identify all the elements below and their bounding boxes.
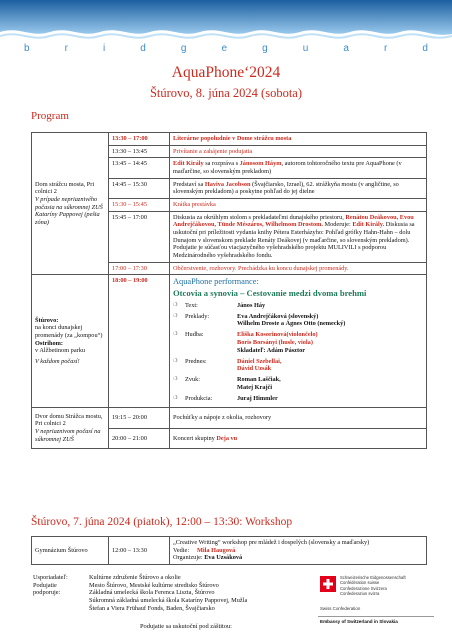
performance-heading: AquaPhone performance: [173, 277, 259, 287]
text-fragment: Predstaví sa [173, 180, 204, 188]
credit-line: Dávid Uzsák [237, 365, 272, 373]
program-table [31, 132, 427, 449]
credit-line: Juraj Himmler [237, 395, 278, 403]
swiss-confederation: Swiss Confederation [320, 606, 361, 611]
text-fragment: sa rozpráva s [205, 160, 239, 168]
confederation-line: Confederazione Svizzera [340, 585, 387, 591]
logo-letter: r [383, 43, 388, 54]
credit-line: Roman Laščiak, [237, 376, 281, 384]
venue-desc: na konci dunajskej promenády (za „kompou“) [35, 324, 103, 339]
venue-note: V prípade nepriaznivého počasia na súkromnej ZUŠ Kataríny Pappovej (pešia zóna) [35, 196, 103, 227]
table-row [32, 275, 427, 407]
credit-line: Boris Borsányi (husle, viola) [237, 339, 313, 346]
logo-letter: a [343, 43, 349, 54]
time-cell: 19:15 – 20:00 [109, 407, 170, 428]
venue-cell [32, 407, 109, 448]
person-names: Renátou Deákovou, Evou Andrejčákovou, Tünde Mészáros, Wilhelmom Drostom. [173, 213, 414, 229]
credit-value [237, 395, 423, 403]
item-text [170, 158, 427, 178]
confederation-names [340, 575, 406, 597]
swiss-flag-icon [320, 576, 336, 592]
embassy-name: Embassy of Switzerland in Slovakia [320, 619, 398, 624]
event-date: Štúrovo, 8. júna 2024 (sobota) [149, 86, 303, 100]
logo-letter: u [302, 43, 309, 54]
item-text: Krátka prestávka [170, 199, 427, 212]
time-cell: 15:30 – 15:45 [109, 199, 170, 212]
event-title: AquaPhone‘2024 [171, 64, 281, 81]
credit-value [237, 358, 423, 373]
bullet-icon: ❍ [173, 302, 178, 308]
credit-row [173, 358, 423, 373]
wave-decoration [0, 0, 452, 44]
bullet-icon: ❍ [173, 377, 178, 383]
time-cell: 20:00 – 21:00 [109, 428, 170, 449]
logo-letter: d [140, 43, 146, 54]
patronage-note: Podujatie sa uskutoční pod záštitou: [140, 623, 232, 630]
credit-line: János Háy [237, 301, 266, 309]
supporters-label: Podujatie podporuje: [33, 581, 61, 597]
venue-cell [32, 133, 109, 275]
credit-line: Dániel Szebellai, [237, 357, 282, 365]
item-text [170, 428, 427, 449]
venue-name: Dom strážcu mosta, Pri colnici 2 [35, 180, 95, 196]
credit-value [237, 376, 423, 391]
time-cell: 15:45 – 17:00 [109, 211, 170, 262]
table-row [32, 133, 427, 146]
org-label: Organizuje: [173, 554, 203, 562]
credit-row [173, 395, 423, 403]
time-cell: 13:30 – 13:45 [109, 145, 170, 158]
swiss-embassy-logo [318, 575, 438, 637]
venue-name: Štúrovo: [35, 316, 59, 324]
credit-line: Eva Andrejčáková (slovenský) [237, 312, 319, 320]
credit-value [237, 313, 423, 328]
item-text: Privítanie a zahájenie podujatia [170, 145, 427, 158]
logo-letter: e [221, 43, 228, 54]
text-fragment: (Švajčiarsko, Izrael), 62. strážkyňa mostu (v angličtine, so slovenským prekladom) a poskytne pohľad do jej dielne [173, 180, 399, 196]
item-text [170, 211, 427, 262]
program-heading: Program [31, 110, 69, 122]
workshop-time: 12:00 – 13:30 [109, 537, 170, 565]
credit-line: Eliška Kosorinová(violončelo) [237, 331, 318, 339]
logo-letter: b [24, 43, 30, 54]
credit-value [237, 331, 423, 354]
person-name: Edit Király [173, 160, 204, 168]
time-cell: 14:45 – 15:30 [109, 178, 170, 198]
workshop-desc-cell [170, 537, 427, 565]
text-fragment: Diskusia sa uskutoční pri príležitosti vydania knihy Pétera Esterházyho: Pohľad grófky Hahn-Hahn – dolu Dunajom v slovenskom preklade Renáty Deákovej (v maďarčine, so slovenským prekladom). Podujatie je súčasťou viacjazyčného vyšehradského projektu MULIVILI s podporou Medzinárodného vyšehradského fondu. [173, 221, 415, 260]
venue-alt-desc: v Alžbetinom parku [35, 347, 86, 355]
credit-label: Text: [185, 301, 198, 309]
person-name: Haviva Jacobson [204, 180, 251, 188]
lead-name: Mila Haugová [196, 546, 236, 554]
credit-label: Hudba: [185, 331, 204, 339]
performance-title: Otcovia a synovia – Cestovanie medzi dvoma brehmi [173, 287, 367, 298]
credit-line: Matej Krajči [237, 384, 273, 392]
credit-label: Zvuk: [185, 376, 201, 384]
band-name: Deja vu [216, 434, 238, 442]
supporter-item: Štefan a Viera Frühauf Fonds, Baden, Švajčiarsko [89, 604, 215, 612]
credit-label: Produkcia: [185, 395, 213, 403]
bullet-icon: ❍ [173, 313, 178, 319]
credit-line: Wilhelm Droste a Ágnes Otto (nemecký) [237, 320, 346, 328]
lead-label: Vedie: [173, 546, 190, 554]
supporter-item: Mesto Štúrovo, Mestské kultúrne stredisko Štúrovo [89, 581, 219, 589]
item-text: Pochúťky a nápoje z okolia, rozhovory [170, 407, 427, 428]
item-text: Občerstvenie, rozhovory. Prechádzka ku koncu dunajskej promenády. [170, 262, 427, 275]
bullet-icon: ❍ [173, 396, 178, 402]
workshop-lead [173, 547, 423, 555]
credit-line: Skladateľ: Adám Pásztor [237, 346, 306, 354]
text-fragment: Moderuje: [324, 221, 351, 229]
org-name: Eva Uzsáková [204, 554, 243, 562]
moderator-name: Edit Király. [352, 221, 385, 229]
venue-cell [32, 275, 109, 407]
time-cell: 13:45 – 14:45 [109, 158, 170, 178]
confederation-line: Confédération suisse [340, 580, 380, 586]
credit-row [173, 331, 423, 354]
text-fragment: Koncert skupiny [173, 434, 215, 442]
workshop-org [173, 554, 423, 562]
table-row [32, 407, 427, 428]
logo-letter: r [64, 43, 68, 54]
supporter-item: Základná umelecká škola Ferenca Liszta, Štúrovo [89, 589, 215, 597]
time-cell: 13:30 – 17:00 [109, 133, 170, 146]
text-fragment: Diskusia za okrúhlym stolom s prekladateľmi dunajského priestoru, [173, 213, 344, 221]
logo-letter: i [103, 43, 106, 54]
venue-note: V nepriaznivom počasí na súkromnej ZUŠ [35, 428, 101, 443]
confederation-line: Schweizerische Eidgenossenschaft [340, 575, 406, 580]
logo-letter: g [262, 43, 268, 54]
venue-note: V každom počasí! [35, 357, 80, 365]
table-row [32, 537, 427, 565]
logo-letter: g [180, 43, 187, 54]
organizer-name: Kultúrne združenie Štúrovo a okolie [89, 574, 181, 581]
workshop-desc: „Creative Writing“ workshop pre mládež i dospelých (slovensky a maďarsky) [173, 539, 370, 546]
session-title: Literárne popoludnie v Dome strážcu mosta [170, 133, 427, 146]
credit-row [173, 376, 423, 391]
performance-credits [173, 302, 423, 403]
venue-alt-name: Ostrihom: [35, 339, 63, 347]
logo-wordmark [24, 43, 428, 55]
credit-row [173, 302, 423, 310]
bullet-icon: ❍ [173, 332, 178, 338]
text-fragment: , autorom tohtoročného textu pre AquaPhone (v maďarčine, so slovenským prekladom) [173, 160, 402, 176]
credit-label: Prednes: [185, 357, 207, 365]
performance-cell [170, 275, 427, 407]
venue-name: Dvor domu Strážca mostu, Pri colnici 2 [35, 412, 103, 428]
credit-value [237, 302, 423, 310]
credit-row [173, 313, 423, 328]
organizer-label: Usporiadateľ: [33, 574, 68, 581]
workshop-table [31, 536, 427, 565]
logo-letter: d [422, 43, 428, 54]
time-cell: 17:00 – 17:30 [109, 262, 170, 275]
bullet-icon: ❍ [173, 358, 178, 364]
confederation-line: Confederaziun svizra [340, 591, 380, 597]
workshop-venue: Gymnázium Štúrovo [32, 537, 109, 565]
time-cell: 18:00 – 19:00 [109, 275, 170, 407]
workshop-heading: Štúrovo, 7. júna 2024 (piatok), 12:00 – 13:30: Workshop [31, 516, 293, 528]
divider [318, 616, 434, 617]
credit-label: Preklady: [185, 312, 210, 320]
supporter-item: Súkromná základná umelecká škola Kataríny Pappovej, Mužla [89, 597, 248, 605]
item-text [170, 178, 427, 198]
bridgeguard-logo [0, 0, 452, 56]
person-name: Jánosom Háym [239, 160, 282, 168]
